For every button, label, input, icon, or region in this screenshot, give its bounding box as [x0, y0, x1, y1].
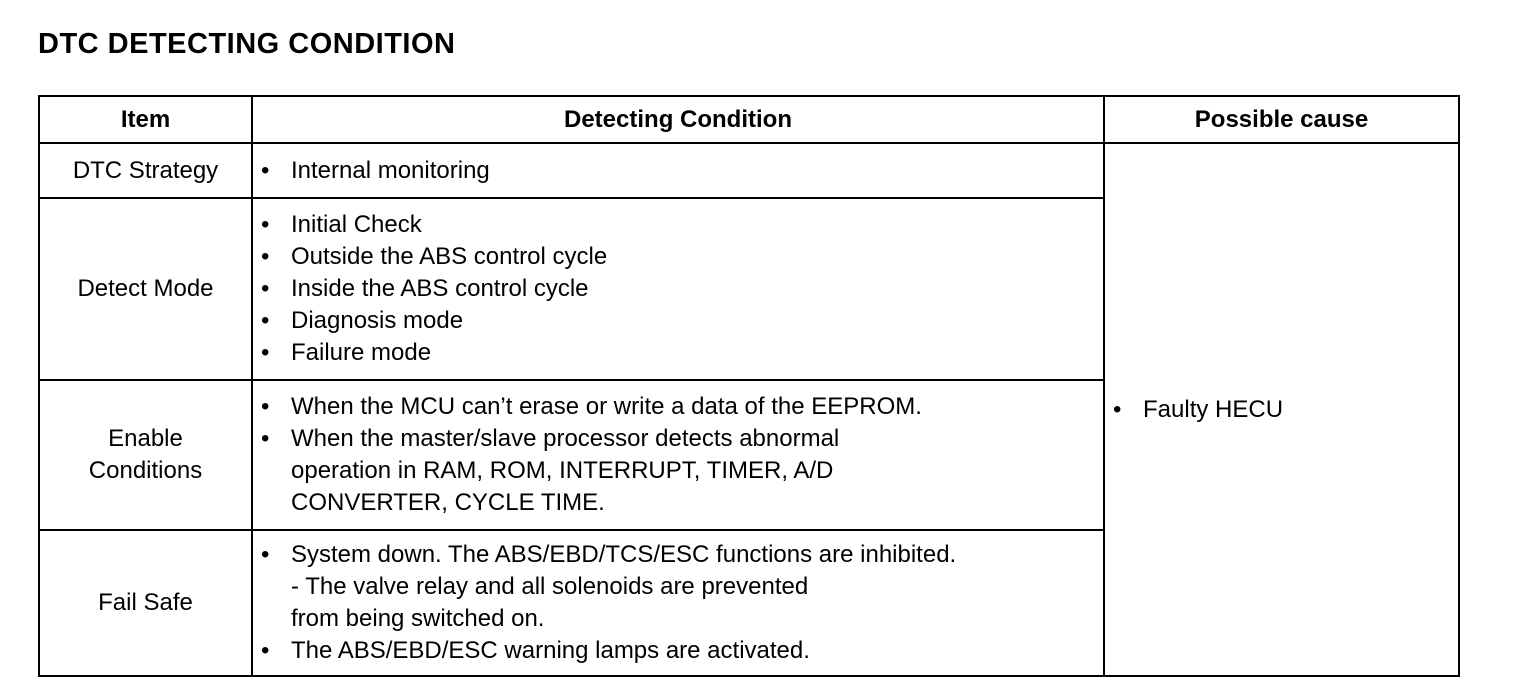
bullet-icon: • [261, 156, 270, 184]
condition-dtc-strategy [252, 143, 1104, 198]
condition-line: • Outside the ABS control cycle [291, 241, 1093, 273]
bullet-icon: • [261, 275, 270, 302]
condition-line: • Failure mode [291, 337, 1093, 369]
bullet-icon: • [261, 307, 270, 334]
condition-line: • When the master/slave processor detects abnormal [291, 423, 1093, 455]
item-enable-conditions: Enable Conditions [39, 380, 252, 530]
item-dtc-strategy: DTC Strategy [39, 143, 252, 198]
condition-continuation-line: - The valve relay and all solenoids are prevented [291, 573, 809, 600]
bullet-icon: • [261, 425, 270, 452]
condition-continuation-line: CONVERTER, CYCLE TIME. [291, 489, 605, 516]
bullet-icon: • [1113, 395, 1122, 423]
cause-text: Faulty HECU [1143, 395, 1284, 423]
condition-line: • Internal monitoring [291, 155, 1093, 187]
condition-line: • System down. The ABS/EBD/TCS/ESC functions are inhibited. [291, 539, 1093, 571]
bullet-icon: • [261, 637, 270, 664]
condition-continuation-line: from being switched on. [291, 605, 545, 632]
condition-line: • The ABS/EBD/ESC warning lamps are activated. [291, 635, 1093, 667]
bullet-icon: • [261, 339, 270, 366]
bullet-icon: • [261, 243, 270, 270]
condition-line: • Initial Check [291, 209, 1093, 241]
condition-fail-safe [252, 530, 1104, 676]
header-possible-cause: Possible cause [1104, 96, 1459, 143]
dtc-condition-table [38, 95, 1460, 677]
item-detect-mode: Detect Mode [39, 198, 252, 380]
item-fail-safe: Fail Safe [39, 530, 252, 676]
table-row [39, 143, 1459, 198]
condition-line: • Diagnosis mode [291, 305, 1093, 337]
condition-detect-mode [252, 198, 1104, 380]
condition-enable-conditions [252, 380, 1104, 530]
header-item: Item [39, 96, 252, 143]
bullet-icon: • [261, 393, 270, 420]
condition-continuation-line: operation in RAM, ROM, INTERRUPT, TIMER, A/D [291, 457, 834, 484]
table-header-row [39, 96, 1459, 143]
header-detecting-condition: Detecting Condition [252, 96, 1104, 143]
condition-line: • Inside the ABS control cycle [291, 273, 1093, 305]
cause-line [1113, 394, 1458, 426]
bullet-icon: • [261, 541, 270, 568]
bullet-icon: • [261, 211, 270, 238]
page-title: DTC DETECTING CONDITION [38, 28, 456, 60]
condition-line: • When the MCU can’t erase or write a data of the EEPROM. [291, 391, 1093, 423]
possible-cause-cell [1104, 143, 1459, 676]
